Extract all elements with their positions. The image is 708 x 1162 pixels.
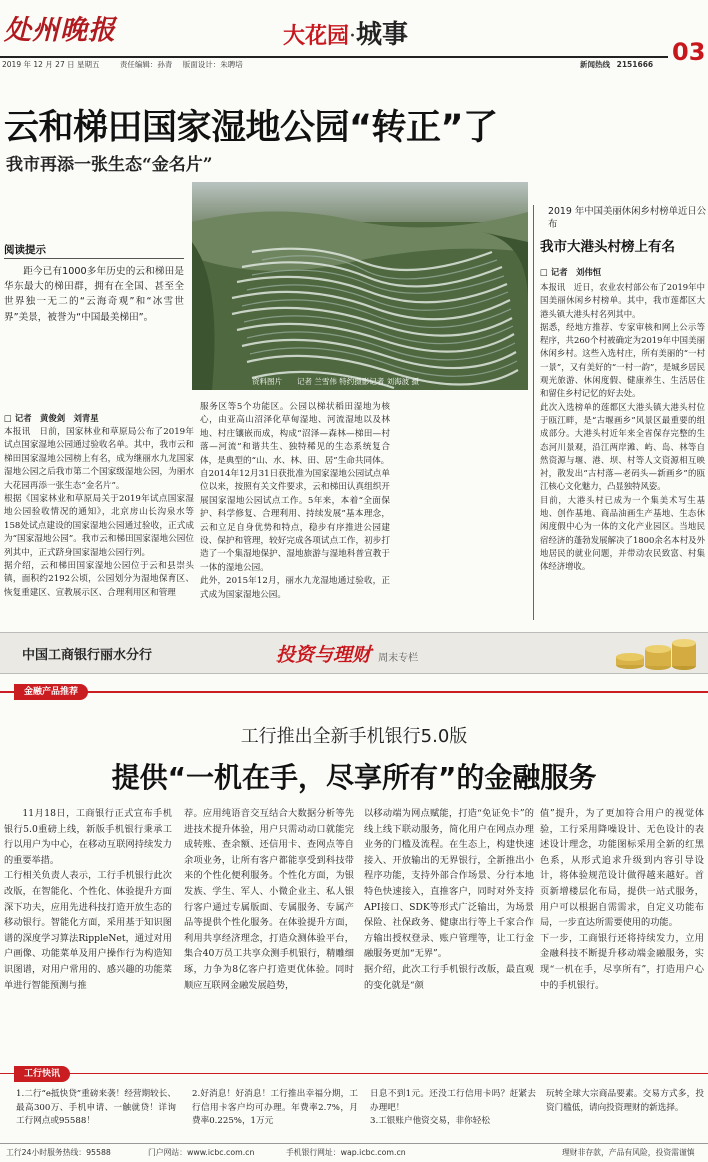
side-headline: 我市大港头村榜上有名 bbox=[540, 239, 675, 255]
digest-divider bbox=[4, 258, 184, 259]
quick-news-label: 工行快讯 bbox=[14, 1066, 70, 1082]
finance-tag-label: 金融产品推荐 bbox=[14, 684, 88, 700]
hotline bbox=[580, 59, 653, 70]
quick-news-col1: 1.二行“e抵快贷”重磅来袭！经营期较长、最高300万、手机申请、一触就贷！详询工行网点或95588！ bbox=[16, 1089, 176, 1126]
lead-byline: □ 记者 黄俊剑 刘青星 bbox=[4, 413, 99, 423]
page-number: 03 bbox=[672, 38, 706, 66]
quick-news-col4: 玩转全球大宗商品要素。交易方式多，投资门槛低，请向投资理财的新选择。 bbox=[546, 1089, 704, 1113]
side-byline: □ 记者 刘伟恒 bbox=[540, 267, 602, 277]
digest-title: 阅读提示 bbox=[4, 244, 46, 256]
newspaper-logo: 处州晚报 bbox=[4, 15, 116, 46]
quick-news-col2: 2.好消息！好消息！工行推出幸福分期，工行信用卡客户均可办理。年费率2.7%，月费率0.225%，1万元 bbox=[192, 1089, 358, 1126]
info-bar bbox=[2, 59, 667, 71]
section-title-a: 大花园 bbox=[283, 24, 350, 49]
column-title-main: 投资与理财 bbox=[276, 644, 372, 666]
lead-headline: 云和梯田国家湿地公园“转正”了 bbox=[4, 108, 498, 148]
side-kicker: 2019 年中国美丽休闲乡村榜单近日公布 bbox=[548, 206, 707, 230]
column-title bbox=[276, 640, 418, 667]
finance-headline: 提供“一机在手，尽享所有”的金融服务 bbox=[111, 761, 597, 794]
side-text: 本报讯 近日，农业农村部公布了2019年中国美丽休闲乡村榜单。其中，我市莲都区大港头镇大港头村名列其中。 据悉，经地方推荐、专家审核和网上公示等程序，共260个村被确定为2019年中国美丽休闲乡村。这些入选村庄，所有美丽的“一村一景”，又有美好的“一村一韵”，是城乡居民观光旅游、休闲度假、健康养生、生活居住和留住乡村记忆的好去处。 此次入选榜单的莲都区大港头镇大港头村位于瓯江畔，是“古堰画乡”风景区最重要的组成部分。大港头村近年来全省保存完整的生态河川景观，沿江两岸滩、屿、岛、林等自然资源与堰、港、坝、村等人文资源相互映衬，散发出“古村落—老码头—新画乡”的瓯江核心文化魅力，凸显独特风姿。 目前，大港头村已成为一个集美术写生基地、创作基地、商品油画生产基地、生态休闲度假中心为一体的文化产业园区。当地民宿经济的蓬勃发展解决了1800余名本村及外地居民的就业问题，并带动农民致富、村集体经济增收。 bbox=[540, 282, 705, 572]
finance-text-col3: 以移动端为网点赋能，打造“免证免卡”的线上线下联动服务，简化用户在网点办理业务的门槛及流程。在生态上，构建快速接入、开放输出的无界银行，全新推出小程序功能，支持外部合作场景、分行本地特色快速接入，直推客户，同时对外支持API接口、SDK等形式广泛输出，为场景保险、社保政务、健康出行等上千家合作方输出授权登录、账户管理等，让工行金融服务更加“无界”。 据介绍，此次工行手机银行改版，最直观的变化就是“颜 bbox=[364, 808, 534, 991]
designer: 版面设计：朱聘培 bbox=[182, 60, 243, 69]
finance-kicker: 工行推出全新手机银行5.0版 bbox=[240, 726, 468, 747]
section-title-dot: · bbox=[349, 24, 357, 49]
lead-subheadline: 我市再添一张生态“金名片” bbox=[6, 155, 213, 175]
section-title bbox=[283, 14, 408, 51]
footer-portal: 门户网站：www.icbc.com.cn bbox=[148, 1148, 255, 1157]
terrace-illustration bbox=[192, 182, 528, 390]
footer-service-hotline: 工行24小时服务热线：95588 bbox=[6, 1148, 111, 1157]
digest-box bbox=[4, 242, 184, 350]
section-title-b: 城事 bbox=[356, 20, 409, 50]
photo-caption: 资料图片 记者 兰雪伟 特约摄影记者 刘海波 摄 bbox=[252, 377, 420, 386]
footer-bar bbox=[0, 1143, 708, 1161]
lead-text-col1: 本报讯 日前，国家林业和草原局公布了2019年试点国家湿地公园通过验收名单。其中，我市云和梯田国家湿地公园榜上有名，成为继丽水九龙国家湿地公园之后我市第二个国家级湿地公园，为丽水大花园再添一张生态“金名片”。 根据《国家林业和草原局关于2019年试点国家湿地公园验收情况的通知》，北京房山长沟泉水等158处试点建设的国家湿地公园通过验收，正式成为“国家湿地公园”。我市云和梯田国家湿地公园位列其中，正式跻身国家湿地公园行列。 据介绍，云和梯田国家湿地公园位于云和县崇头镇，面积约2192公顷，公园划分为湿地保育区、恢复重建区、宣教展示区、合理利用区和管理 bbox=[4, 427, 194, 598]
rice-terrace-photo bbox=[192, 182, 528, 390]
quick-news-col3: 日息不到1元。还没工行信用卡吗？赶紧去办理吧！ 3.工银账户他资交易，非你轻松 bbox=[370, 1089, 536, 1126]
hotline-number: 2151666 bbox=[616, 60, 654, 69]
bank-name: 中国工商银行丽水分行 bbox=[22, 648, 153, 663]
finance-text-col4: 值”提升，为了更加符合用户的视觉体验，工行采用降噪设计、无色设计的表述设计理念，功能图标采用全新的红黑色系，从形式追求升级到内容引导设计，将体验规范设计做得越来越好。首页新增楼层化布局，提供一站式服务，用户可以根据自需需求，自定义功能布局，一步直达所需要使用的功能。 下一步，工商银行还将持续发力，立用金融科技不断提升移动端金融服务，实现“一机在手，尽享所有”，打造用户心中的手机银行。 bbox=[540, 808, 704, 991]
masthead-rule bbox=[0, 56, 668, 58]
hotline-label: 新闻热线 bbox=[580, 60, 610, 69]
column-title-sub: 周末专栏 bbox=[378, 653, 419, 664]
finance-tag bbox=[0, 684, 708, 700]
lead-text-col2: 服务区等5个功能区。公园以梯状稻田湿地为核心，由亚高山沼泽化草甸湿地、河流湿地以及林地、村庄镶嵌而成，构成“沼泽—森林—梯田—村落—河流”和谐共生、独特稀见的生态系统复合体，是典型的“山、水、林、田、居”生命共同体。 自2014年12月31日获批准为国家湿地公园试点单位以来，按照有关文件要求，云和梯田认真组织开展国家湿地公园试点工作。5年来，本着“全面保护、科学修复、合理利用、持续发展”基本理念，云和立足自身优势和特点，稳步有序推进公园建设、保护和管理，较好完成各项试点工作，初步打造了一个集湿地保护、湿地旅游与湿地科普宣教于一体的湿地公园。 此外，2015年12月，丽水九龙湿地通过验收，正式成为国家湿地公园。 bbox=[200, 402, 390, 600]
issue-date: 2019 年 12 月 27 日 星期五 bbox=[2, 60, 100, 69]
quick-news-tag bbox=[0, 1066, 708, 1082]
editor: 责任编辑：孙青 bbox=[119, 60, 173, 69]
finance-tag-line bbox=[0, 691, 708, 693]
footer-risk-notice: 理财非存款，产品有风险，投资需谨慎 bbox=[562, 1148, 695, 1157]
footer-mobile-banking: 手机银行网址：wap.icbc.com.cn bbox=[286, 1148, 406, 1157]
column-divider bbox=[533, 205, 534, 620]
finance-text-col1: 11月18日，工商银行正式宣布手机银行5.0重磅上线，新版手机银行秉承工行以用户为中心，在移动互联网持续发力的重要举措。 工行相关负责人表示，工行手机银行此次改版，在智能化、个性化、体验提升方面深下功夫，应用先进科技打造开放生态的移动银行。智能化方面，采用基于知识图谱的深度学习算法RippleNet，通过对用户画像、功能菜单及用户操作行为构造知识图谱，对用户常用的、感兴趣的功能菜单进行智能预测与推 bbox=[4, 808, 172, 991]
finance-text-col2: 荐。应用纯语音交互结合大数据分析等先进技术提升体验，用户只需动动口就能完成转账、查余额、还信用卡、查网点等自余项业务，让所有客户都能享受到科技带来的个性化便利服务。个性化方面，为银发族、学生、军人、小微企业主、私人银行客户通过专属版面、专属服务、专属产品等提供个性化服务。在体验提升方面，利用共享经济理念，打造众测体验平台，集合40万员工共享众测手机银行，精雕细琢，力争为8亿客户打造更优体验。同时顺应互联网金融发展趋势， bbox=[184, 808, 354, 991]
digest-text: 距今已有1000多年历史的云和梯田是华东最大的梯田群，拥有在全国、甚至全世界独一无二的“云海奇观”和“冰雪世界”美景，被誉为“中国最美梯田”。 bbox=[4, 266, 184, 323]
quick-news-line bbox=[0, 1073, 708, 1074]
finance-banner bbox=[0, 632, 708, 674]
coins-icon bbox=[600, 635, 704, 671]
